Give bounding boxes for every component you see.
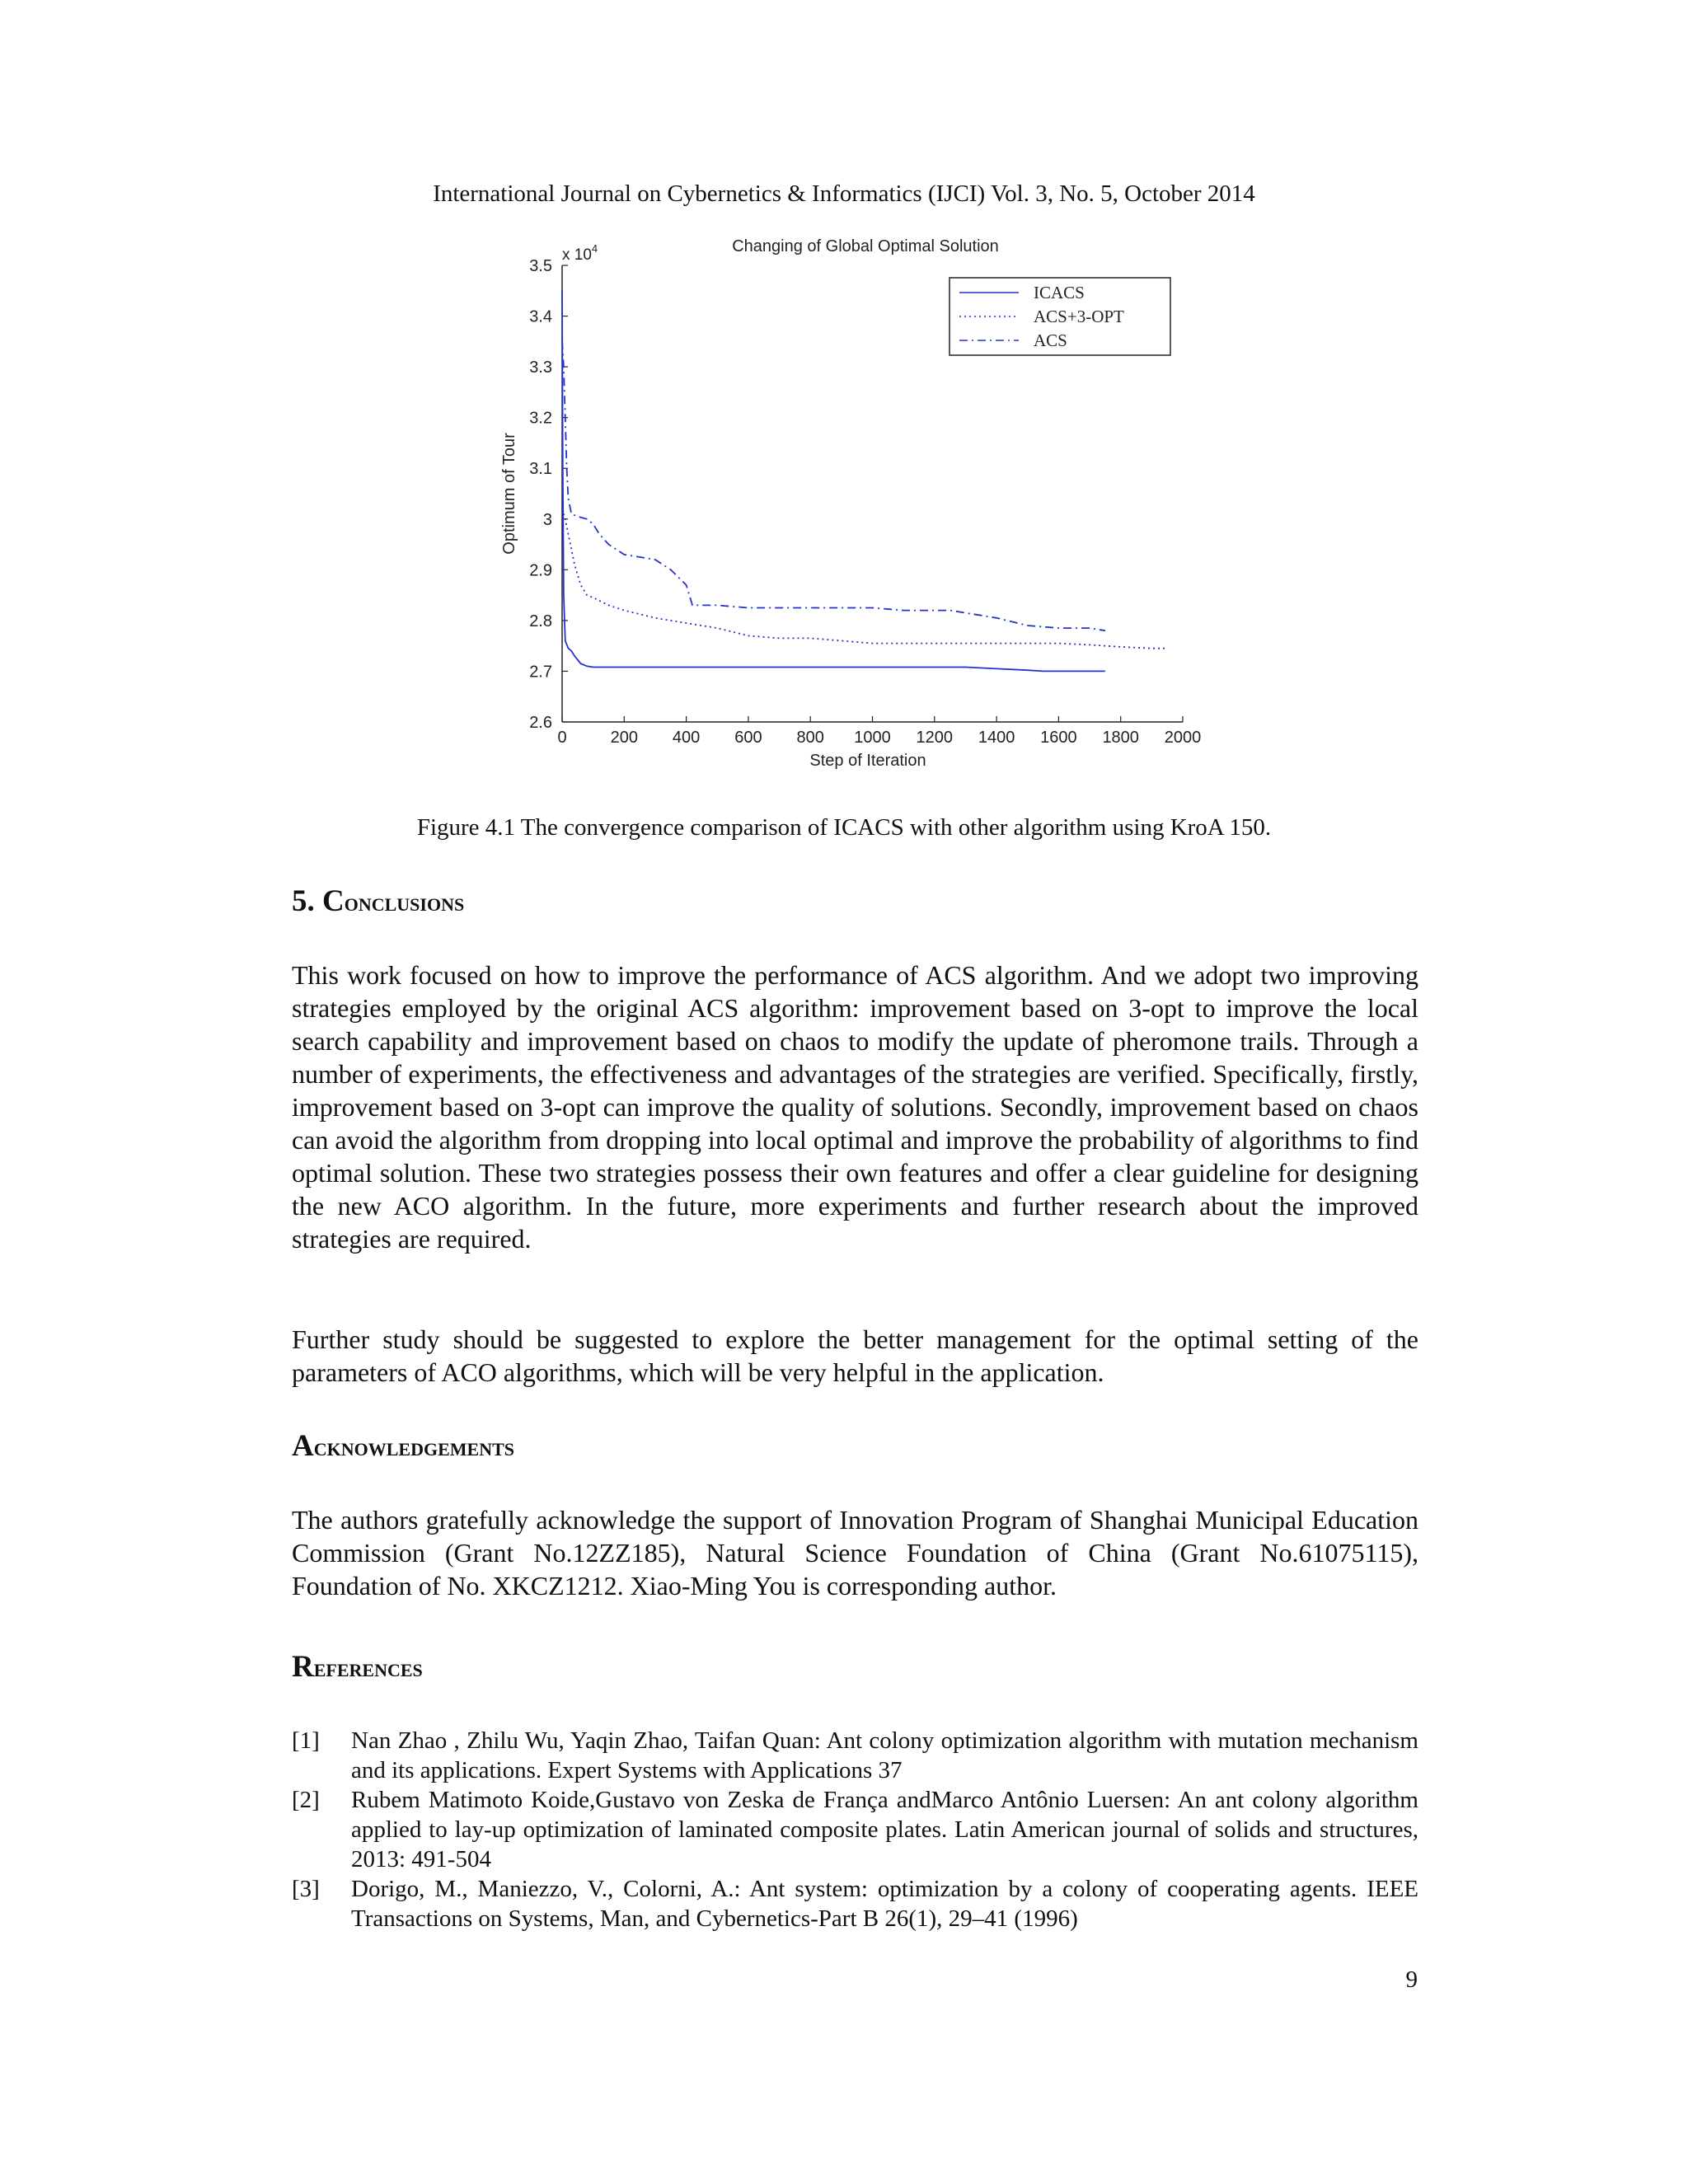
convergence-chart [486, 231, 1212, 775]
series-line-acs [562, 341, 1105, 630]
y-tick-label: 3.4 [529, 307, 552, 326]
reference-text: Nan Zhao , Zhilu Wu, Yaqin Zhao, Taifan Quan: Ant colony optimization algorithm with mutation mechanism and its applications. Expert Systems with Applications 37 [351, 1727, 1418, 1783]
conclusions-heading-rest: onclusions [344, 888, 465, 916]
reference-number: [2] [292, 1787, 320, 1813]
acknowledgements-heading-rest: cknowledgements [313, 1432, 514, 1461]
x-tick-label: 1400 [978, 729, 1015, 747]
reference-number: [1] [292, 1727, 320, 1754]
x-tick-label: 1800 [1102, 729, 1139, 747]
conclusions-paragraph-2: Further study should be suggested to explore the better management for the optimal setting of the parameters of ACO algorithms, which will be very helpful in the application. [292, 1324, 1418, 1387]
references-heading [292, 1649, 423, 1685]
references-heading-cap: R [292, 1650, 314, 1684]
x-tick-label: 400 [672, 729, 701, 747]
y-tick-label: 2.6 [529, 714, 552, 732]
figure-caption: Figure 4.1 The convergence comparison of ICACS with other algorithm using KroA 150. [416, 814, 1272, 841]
y-tick-label: 2.7 [529, 663, 552, 682]
acknowledgements-heading [292, 1428, 514, 1464]
conclusions-paragraph-1: This work focused on how to improve the performance of ACS algorithm. And we adopt two improving strategies employed by the original ACS algorithm: improvement based on 3-opt to improve the local search capability and improvement based on chaos to modify the update of pheromone trails. Through a number of experiments, the effectiveness and advantages of the strategies are verified. Specifically, firstly, improvement based on 3-opt can improve the quality of solutions. Secondly, improvement based on chaos can avoid the algorithm from dropping into local optimal and improve the probability of algorithms to find optimal solution. These two strategies possess their own features and offer a clear guideline for designing the new ACO algorithm. In the future, more experiments and further research about the improved strategies are required. [292, 960, 1418, 1254]
svg-text:x 104 [562, 242, 598, 264]
y-multiplier [562, 242, 598, 264]
reference-text: Rubem Matimoto Koide,Gustavo von Zeska de França andMarco Antônio Luersen: An ant colony algorithm applied to lay-up optimization of laminated composite plates. Latin American journal of solids and structures, 2013: 491-504 [351, 1787, 1418, 1872]
x-tick-label: 800 [796, 729, 824, 747]
y-multiplier-base: x 10 [562, 246, 592, 264]
x-tick-label: 1000 [854, 729, 891, 747]
reference-text: Dorigo, M., Maniezzo, V., Colorni, A.: Ant system: optimization by a colony of cooperating agents. IEEE Transactions on Systems, Man, and Cybernetics-Part B 26(1), 29–41 (1996) [351, 1876, 1418, 1932]
reference-item [292, 1726, 1418, 1785]
conclusions-heading-cap: C [322, 884, 345, 918]
x-tick-label: 1200 [916, 729, 954, 747]
y-tick-label: 3 [542, 510, 552, 529]
legend [950, 278, 1170, 355]
conclusions-heading-number: 5. [292, 884, 322, 918]
y-axis-label: Optimum of Tour [500, 433, 518, 555]
legend-label-icacs: ICACS [1034, 283, 1085, 302]
x-tick-label: 600 [734, 729, 762, 747]
acknowledgements-heading-cap: A [292, 1429, 314, 1463]
x-tick-label: 0 [557, 729, 567, 747]
legend-label-acs3opt: ACS+3-OPT [1034, 307, 1124, 326]
reference-list [292, 1726, 1418, 1933]
x-tick-label: 2000 [1164, 729, 1202, 747]
conclusions-heading [292, 883, 464, 919]
y-tick-label: 3.3 [529, 359, 552, 377]
y-tick-label: 3.5 [529, 257, 552, 275]
x-tick-label: 200 [610, 729, 638, 747]
reference-item [292, 1785, 1418, 1874]
chart-title: Changing of Global Optimal Solution [732, 237, 999, 255]
x-tick-label: 1600 [1040, 729, 1077, 747]
y-multiplier-exponent: 4 [591, 242, 598, 255]
y-tick-label: 3.2 [529, 409, 552, 428]
legend-label-acs: ACS [1034, 330, 1067, 350]
running-header: International Journal on Cybernetics & Informatics (IJCI) Vol. 3, No. 5, October 2014 [433, 180, 1255, 207]
y-tick-label: 2.8 [529, 612, 552, 630]
page-number: 9 [1405, 1966, 1418, 1993]
y-tick-label: 3.1 [529, 460, 552, 479]
reference-number: [3] [292, 1876, 320, 1902]
reference-item [292, 1874, 1418, 1933]
y-tick-label: 2.9 [529, 561, 552, 580]
x-axis-label: Step of Iteration [809, 752, 926, 770]
acknowledgements-text: The authors gratefully acknowledge the support of Innovation Program of Shanghai Municipal Education Commission (Grant No.12ZZ185), Natural Science Foundation of China (Grant No.61075115), Foundation of No. XKCZ1212. Xiao-Ming You is corresponding author. [292, 1505, 1418, 1601]
references-heading-rest: eferences [313, 1653, 423, 1682]
